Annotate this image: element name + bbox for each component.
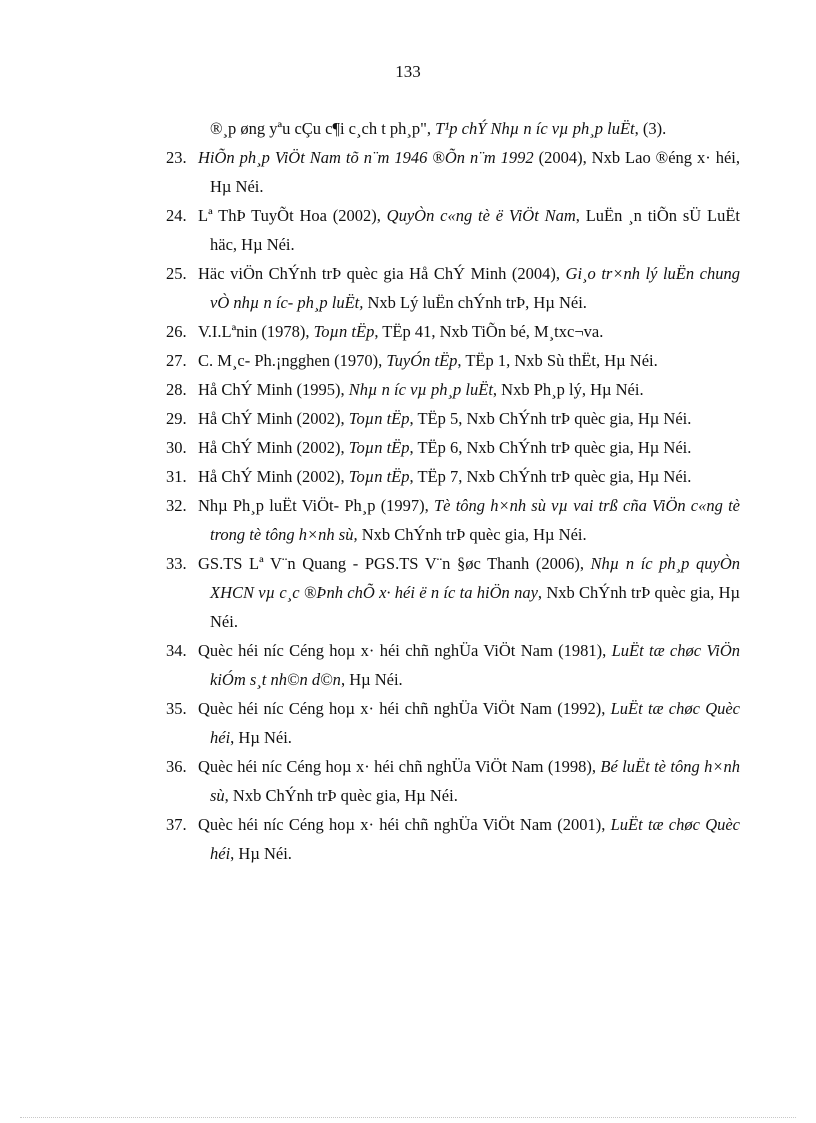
reference-number: 27. (166, 351, 187, 370)
reference-text: Nxb Lý luËn chÝnh trÞ, Hµ Néi. (363, 293, 587, 312)
reference-number: 34. (166, 641, 187, 660)
reference-title: QuyÒn c«ng tè ë ViÖt Nam (386, 206, 576, 225)
reference-text: Quèc héi níc Céng hoµ x· héi chñ nghÜa ViÖt Nam (1992), (198, 699, 611, 718)
reference-item (134, 491, 740, 549)
reference-number: 37. (166, 815, 187, 834)
reference-item (134, 143, 740, 201)
reference-text: Hå ChÝ Minh (1995), (198, 380, 349, 399)
reference-text: , Hµ Néi. (230, 844, 292, 863)
reference-item (134, 259, 740, 317)
reference-text: Quèc héi níc Céng hoµ x· héi chñ nghÜa ViÖt Nam (1998), (198, 757, 601, 776)
reference-item (134, 549, 740, 636)
reference-text: Hå ChÝ Minh (2002), (198, 438, 349, 457)
reference-list (134, 114, 740, 868)
reference-title: LuËt tæ chøc ViÖn kiÓm s¸t nh©n d©n (210, 641, 741, 689)
reference-text: , Hµ Néi. (340, 670, 403, 689)
reference-number: 31. (166, 467, 187, 486)
reference-title: Tè tông h×nh sù vµ vai trß cña ViÖn c«ng tè trong tè tông h×nh sù, (210, 496, 740, 544)
reference-title: Toµn tËp (348, 438, 410, 457)
reference-text: Hå ChÝ Minh (2002), (198, 409, 349, 428)
reference-number: 25. (166, 264, 187, 283)
reference-item (134, 404, 740, 433)
reference-text: Quèc héi níc Céng hoµ x· héi chñ nghÜa ViÖt Nam (1981), (198, 641, 612, 660)
reference-text: , LuËn ¸n tiÕn sÜ LuËt häc, Hµ Néi. (210, 206, 740, 254)
reference-text: Hå ChÝ Minh (2002), (198, 467, 349, 486)
reference-text: (2004), Nxb Lao ®éng x· héi, Hµ Néi. (210, 148, 740, 196)
reference-title: Nhµ n íc ph¸p quyÒn XHCN vµ c¸c ®Þnh chÕ x· héi ë n íc ta hiÖn nay (210, 554, 740, 602)
reference-item (134, 752, 740, 810)
reference-title: Toµn tËp (348, 467, 410, 486)
reference-number: 35. (166, 699, 187, 718)
reference-text: Lª ThÞ TuyÕt Hoa (2002), (198, 206, 387, 225)
reference-number: 36. (166, 757, 187, 776)
reference-number: 24. (166, 206, 187, 225)
reference-title: LuËt tæ chøc Quèc héi (210, 815, 741, 863)
reference-title: Nhµ n íc vµ ph¸p luËt (348, 380, 493, 399)
reference-title: Gi¸o tr×nh lý luËn chung vÒ nhµ n íc- ph¸p luËt, (210, 264, 741, 312)
reference-number: 23. (166, 148, 187, 167)
reference-text: , Nxb ChÝnh trÞ quèc gia, Hµ Néi. (224, 786, 458, 805)
reference-title: T¹p chÝ Nhµ n íc vµ ph¸p luËt (435, 119, 635, 138)
reference-item (134, 201, 740, 259)
reference-text: ®¸p øng yªu cÇu c¶i c¸ch t ph¸p", (210, 119, 436, 138)
reference-item (134, 636, 740, 694)
reference-text: Häc viÖn ChÝnh trÞ quèc gia Hå ChÝ Minh (2004), (198, 264, 566, 283)
reference-item (134, 317, 740, 346)
reference-title: Toµn tËp (313, 322, 375, 341)
reference-text: , (3). (634, 119, 667, 138)
reference-text: V.I.Lªnin (1978), (198, 322, 314, 341)
reference-text: , TËp 6, Nxb ChÝnh trÞ quèc gia, Hµ Néi. (409, 438, 692, 457)
reference-number: 33. (166, 554, 187, 573)
reference-text: C. M¸c- Ph.¡ngghen (1970), (198, 351, 387, 370)
reference-number: 29. (166, 409, 187, 428)
reference-title: TuyÓn tËp (386, 351, 458, 370)
page-number: 133 (395, 62, 421, 81)
reference-text: GS.TS Lª V¨n Quang - PGS.TS V¨n §øc Thanh (2006), (198, 554, 591, 573)
reference-title: HiÕn ph¸p ViÖt Nam tõ n¨m 1946 ®Õn n¨m 1992 (198, 148, 534, 167)
reference-item (134, 694, 740, 752)
reference-item (134, 114, 740, 143)
reference-text: , TËp 1, Nxb Sù thËt, Hµ Néi. (457, 351, 658, 370)
reference-item (134, 810, 740, 868)
reference-item (134, 375, 740, 404)
bottom-dotted-border (20, 1117, 796, 1118)
reference-text: , Nxb Ph¸p lý, Hµ Néi. (492, 380, 644, 399)
reference-number: 28. (166, 380, 187, 399)
reference-text: Nxb ChÝnh trÞ quèc gia, Hµ Néi. (357, 525, 587, 544)
reference-text: Quèc héi níc Céng hoµ x· héi chñ nghÜa ViÖt Nam (2001), (198, 815, 611, 834)
reference-number: 32. (166, 496, 187, 515)
reference-text: , Hµ Néi. (230, 728, 292, 747)
reference-item (134, 462, 740, 491)
reference-title: Toµn tËp (348, 409, 410, 428)
reference-number: 30. (166, 438, 187, 457)
reference-text: , Nxb ChÝnh trÞ quèc gia, Hµ Néi. (210, 583, 740, 631)
reference-text: , TËp 5, Nxb ChÝnh trÞ quèc gia, Hµ Néi. (409, 409, 692, 428)
reference-title: LuËt tæ chøc Quèc héi (210, 699, 741, 747)
reference-number: 26. (166, 322, 187, 341)
reference-text: Nhµ Ph¸p luËt ViÖt- Ph¸p (1997), (198, 496, 434, 515)
reference-item (134, 433, 740, 462)
reference-text: , TËp 7, Nxb ChÝnh trÞ quèc gia, Hµ Néi. (409, 467, 692, 486)
reference-title: Bé luËt tè tông h×nh sù (210, 757, 740, 805)
reference-item (134, 346, 740, 375)
reference-text: , TËp 41, Nxb TiÕn bé, M¸txc¬va. (374, 322, 604, 341)
